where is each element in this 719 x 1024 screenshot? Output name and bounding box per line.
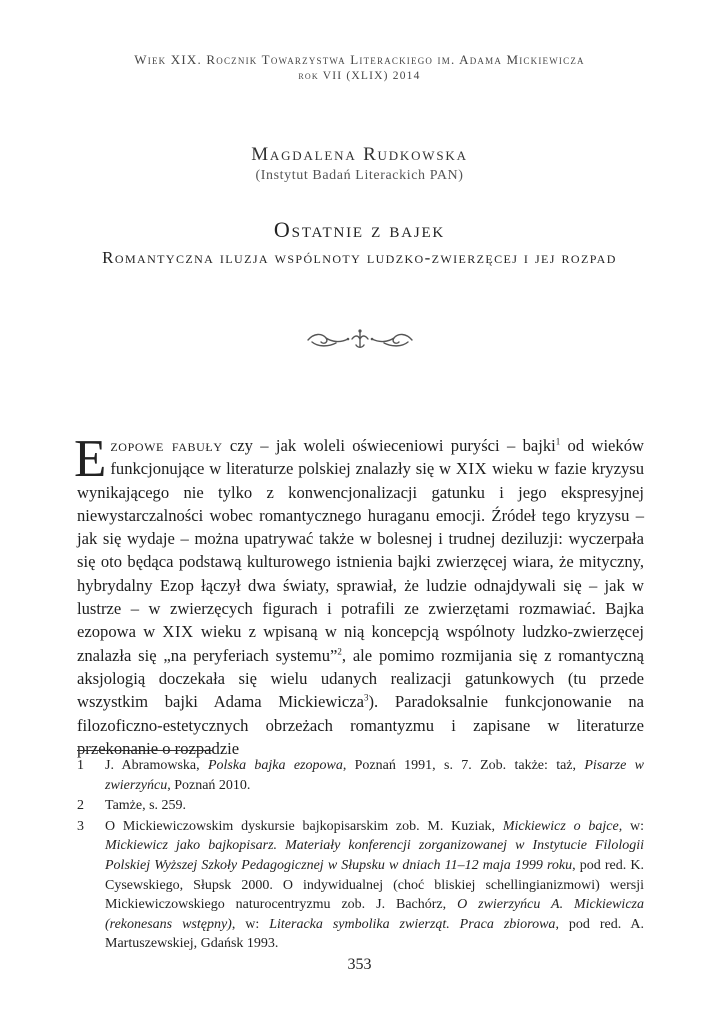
footnote-number: 3 — [77, 818, 84, 834]
body-text-segment: , ale pomimo rozmijania się z romantyczną aksjologią doczekała się wielu udanych realizacji gatunkowych (tu przede wszystkim bajki Adama Mickiewicza — [77, 645, 644, 712]
footnote-2 — [77, 796, 644, 816]
body-text-segment: od wieków funkcjonujące w literaturze polskiej znalazły się w — [110, 436, 645, 479]
footnote-work-title: Literacka symbolika zwierząt. Praca zbiorowa — [269, 916, 556, 932]
author-affiliation: (Instytut Badań Literackich PAN) — [255, 168, 464, 183]
footnote-work-title: Mickiewicz o bajce — [502, 818, 619, 834]
century-numeral: XIX — [455, 459, 488, 479]
footnote-ref-2[interactable]: 2 — [337, 646, 342, 657]
footnote-work-title: Pisarze w zwierzyńcu — [105, 758, 645, 793]
footnote-work-title: Mickiewicz jako bajkopisarz. Materiały konferencji zorganizowanej w Instytucie Filologii Polskiej Wyższej Szkoły Pedagogicznej w Słupsku w dniach 11–12 maja 1999 roku — [105, 838, 644, 873]
body-text-segment: wieku z wpisaną w nią koncepcją wspólnoty ludzko-zwierzęcej znalazła się „na peryferiach systemu” — [77, 622, 644, 665]
footnote-number: 1 — [77, 758, 84, 773]
body-text-segment: czy – jak woleli oświeceniowi puryści – bajki — [222, 436, 556, 455]
drop-cap: E — [74, 430, 107, 488]
author-name: Magdalena Rudkowska — [251, 144, 468, 165]
footnote-text-segment: , pod red. K. Cysewskiego, Słupsk 2000. O indywidualnej (choć bliskiej schellingianizmowi) wersji Mickiewiczowskiego naturocentryzmu zob. J. Bachórz, — [105, 857, 644, 913]
footnote-text-segment: , w: — [618, 818, 645, 834]
article-title: Ostatnie z bajek — [273, 217, 446, 242]
footnote-3 — [77, 817, 644, 954]
footnote-text-segment: , Poznań 2010. — [167, 777, 251, 793]
lead-in-small-caps: zopowe fabuły — [110, 436, 223, 455]
article-body-paragraph — [74, 430, 645, 760]
article-subtitle: Romantyczna iluzja wspólnoty ludzko-zwierzęcej i jej rozpad — [102, 248, 617, 267]
footnote-text-segment: , w: — [231, 916, 270, 932]
footnote-number: 2 — [77, 798, 84, 814]
footnote-text: Tamże, s. 259. — [105, 798, 187, 814]
floral-ornament-icon — [300, 327, 420, 351]
running-head-journal-title: Wiek XIX. Rocznik Towarzystwa Literackiego im. Adama Mickiewicza — [134, 52, 585, 67]
footnote-ref-1[interactable]: 1 — [555, 436, 561, 447]
running-head-issue: rok VII (XLIX) 2014 — [298, 70, 421, 82]
footnote-text-segment: , Poznań 1991, s. 7. Zob. także: taż, — [342, 758, 585, 773]
footnote-text — [105, 817, 644, 954]
footnotes — [77, 756, 644, 955]
footnote-work-title: O zwierzyńcu A. Mickiewicza (rekonesans wstępny) — [105, 897, 644, 932]
century-numeral: XIX — [162, 622, 194, 642]
page-number: 353 — [347, 956, 372, 973]
footnote-work-title: Polska bajka ezopowa — [207, 758, 343, 773]
footnote-text-segment: , pod red. A. Martuszewskiej, Gdańsk 1993. — [105, 916, 644, 952]
body-text-segment: ). Paradoksalnie funkcjonowanie na filozoficzno-estetycznych obrzeżach romantyzmu i zapisane w literaturze przekonanie o rozpadzie — [77, 692, 644, 758]
footnote-1 — [77, 756, 644, 795]
footnote-text-segment: O Mickiewiczowskim dyskursie bajkopisarskim zob. M. Kuziak, — [105, 818, 503, 834]
footnote-divider — [77, 750, 213, 751]
footnote-text-segment: J. Abramowska, — [105, 758, 208, 773]
footnote-text — [105, 756, 644, 795]
body-text-segment: wieku w fazie kryzysu wynikającego nie tylko z konwencjonalizacji gatunku i jego ekspresyjnej niewystarczalności wobec romantycznego huraganu emocji. Źródeł tego kryzysu – jak się wydaje – można upatrywać także w bolesnej i trudnej deziluzji: wyczerpała się oto będąca podstawą kulturowego istnienia bajki zwierzęcej wiara, że mityczny, hybrydalny Ezop łączył dwa światy, sprawiał, że ludzie odnajdywali się – jak w lustrze – w zwierzęcych figurach i potrafili ze zwierzętami rozmawiać. Bajka ezopowa w — [77, 459, 644, 642]
footnote-ref-3[interactable]: 3 — [364, 692, 369, 703]
